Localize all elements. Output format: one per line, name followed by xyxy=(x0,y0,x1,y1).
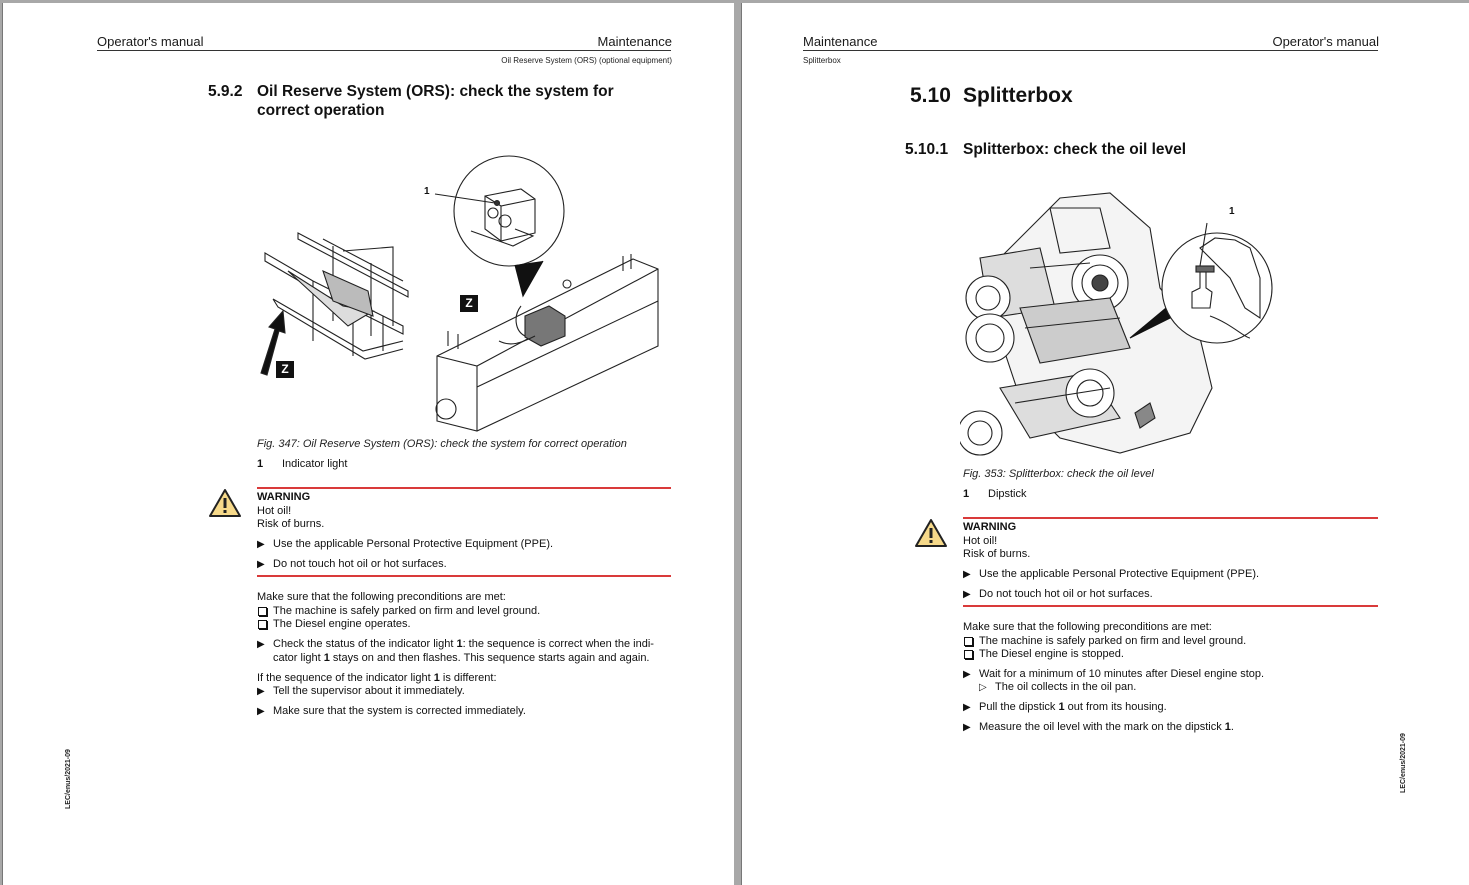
triangle-bullet-icon: ▶ xyxy=(963,569,971,580)
figure-caption: Fig. 353: Splitterbox: check the oil level xyxy=(963,468,1154,480)
warning-rule-bottom xyxy=(963,605,1378,607)
warning-rule-top xyxy=(963,517,1378,519)
subheader: Oil Reserve System (ORS) (optional equipment) xyxy=(501,56,672,65)
checkbox-icon xyxy=(258,620,267,629)
splitterbox-drawing xyxy=(960,193,1272,455)
callout-1: 1 xyxy=(1229,206,1235,217)
section-title-line2: correct operation xyxy=(257,102,385,119)
right-page: Maintenance Operator's manual Splitterbox 5.10 Splitterbox 5.10.1 Splitterbox: check the oil level 1 Fig. 353: Splitterbox: check the oil level 1 Dipstick WARNING Hot oil! Risk of burns. ▶ Use the applicable Personal Protective Equipment (PPE). ▶ Do not touch hot oil or hot surfaces. Make sure that the following preconditions are met: The machine is safely parked on firm and level ground. The Diesel engine is stopped. ▶ Wait for a minimum of 10 minutes after Diesel engine stop. ▷ The oil collects in the oil pan. ▶ Pull the dipstick 1 out from its housing. ▶ Measure the oil level with the mark on the dipstick 1. LEC/enus/2021-09 xyxy=(741,3,1469,885)
triangle-bullet-icon: ▶ xyxy=(963,589,971,600)
subheader: Splitterbox xyxy=(803,56,841,65)
legend-text: Dipstick xyxy=(988,488,1027,500)
warning-title: WARNING xyxy=(257,491,311,503)
warning-triangle-icon xyxy=(914,518,948,548)
checkbox-icon xyxy=(964,637,973,646)
machine-frame-drawing xyxy=(265,233,408,359)
section-number: 5.10.1 xyxy=(905,141,949,158)
warning-line1: Hot oil! xyxy=(963,535,998,547)
left-page: Operator's manual Maintenance Oil Reserve System (ORS) (optional equipment) 5.9.2 Oil Reserve System (ORS): check the system for correct operation 1 Z Z Fig. 347: Oil Reserve System (ORS): check the system for correct operation 1 Indicator light WARNING Hot oil! Risk of burns. ▶ Use the applicable Personal Protective Equipment (PPE). ▶ Do not touch hot oil or hot surfaces. Make sure that the following preconditions are met: The machine is safely parked on firm and level ground. The Diesel engine operates. ▶ Check the status of the indicator light 1: the sequence is correct when the indi- cator light 1 stays on and then flashes. This sequence starts again and again. If the sequence of the indicator light 1 is different: ▶ Tell the supervisor about it immediately. ▶ Make sure that the system is corrected immediately. LEC/enus/2021-09 xyxy=(2,3,734,885)
warning-line1: Hot oil! xyxy=(257,505,292,517)
zoom-circle xyxy=(454,156,564,266)
zoom-circle xyxy=(1162,233,1272,343)
triangle-bullet-icon: ▶ xyxy=(963,722,971,733)
result-arrow-icon: ▷ xyxy=(979,682,987,693)
header-left: Maintenance xyxy=(803,34,878,49)
preconditions-intro: Make sure that the following preconditions are met: xyxy=(963,621,1212,633)
warning-title: WARNING xyxy=(963,521,1017,533)
side-code: LEC/enus/2021-09 xyxy=(1400,733,1407,793)
warning-triangle-icon xyxy=(208,488,242,518)
warning-line2: Risk of burns. xyxy=(257,518,325,530)
if-different-text: If the sequence of the indicator light 1 is different: xyxy=(257,672,497,684)
triangle-bullet-icon: ▶ xyxy=(257,559,265,570)
section-title-line1: Oil Reserve System (ORS): check the system for xyxy=(257,83,614,100)
oil-tank-drawing xyxy=(436,254,658,431)
triangle-bullet-icon: ▶ xyxy=(257,539,265,550)
triangle-bullet-icon: ▶ xyxy=(257,686,265,697)
section-title: Splitterbox: check the oil level xyxy=(963,141,1187,158)
side-code: LEC/enus/2021-09 xyxy=(65,749,72,809)
ors-figure xyxy=(253,151,663,436)
triangle-bullet-icon: ▶ xyxy=(257,639,265,650)
checkbox-icon xyxy=(964,650,973,659)
header-right: Operator's manual xyxy=(1272,34,1379,49)
splitterbox-figure xyxy=(960,188,1290,463)
z-label-frame: Z xyxy=(276,361,294,378)
triangle-bullet-icon: ▶ xyxy=(963,669,971,680)
chapter-title: Splitterbox xyxy=(963,84,1073,107)
section-number: 5.9.2 xyxy=(208,83,243,100)
header-rule xyxy=(803,50,1378,51)
header-rule xyxy=(97,50,671,51)
warning-line2: Risk of burns. xyxy=(963,548,1031,560)
warning-rule-bottom xyxy=(257,575,671,577)
warning-rule-top xyxy=(257,487,671,489)
header-left: Operator's manual xyxy=(97,34,204,49)
z-label-tank: Z xyxy=(460,295,478,312)
figure-caption: Fig. 347: Oil Reserve System (ORS): check the system for correct operation xyxy=(257,438,627,450)
header-right: Maintenance xyxy=(597,34,672,49)
triangle-bullet-icon: ▶ xyxy=(257,706,265,717)
checkbox-icon xyxy=(258,607,267,616)
legend-text: Indicator light xyxy=(282,458,348,470)
callout-1: 1 xyxy=(424,186,430,197)
legend-number: 1 xyxy=(257,458,264,470)
preconditions-intro: Make sure that the following preconditions are met: xyxy=(257,591,506,603)
legend-number: 1 xyxy=(963,488,970,500)
triangle-bullet-icon: ▶ xyxy=(963,702,971,713)
chapter-number: 5.10 xyxy=(910,84,951,107)
